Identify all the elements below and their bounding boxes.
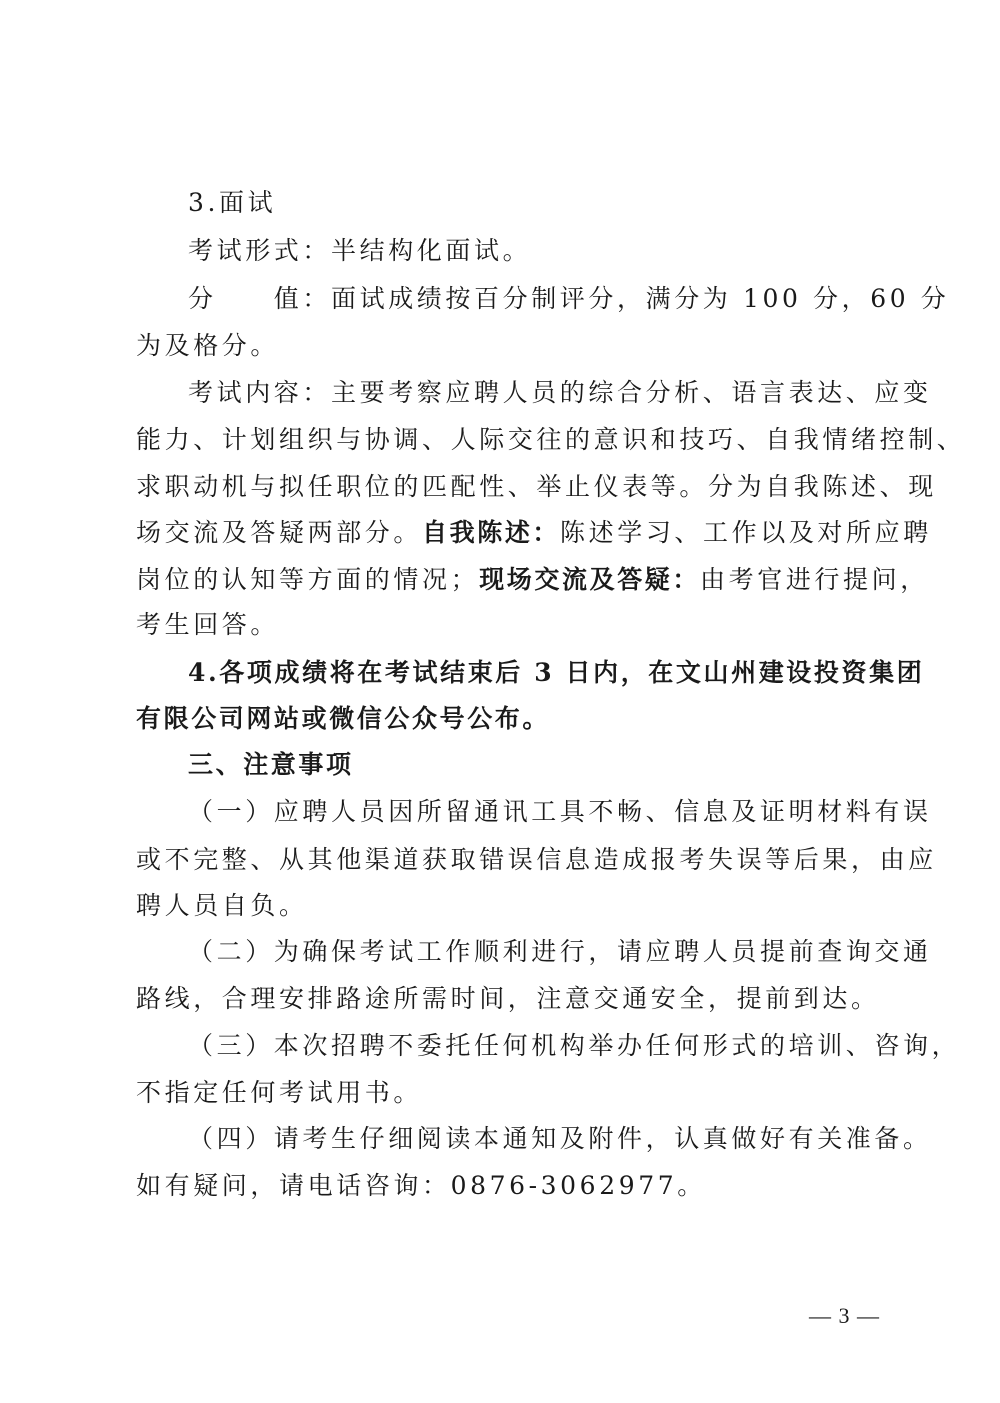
interview-content-line-2: 能力、计划组织与协调、人际交往的意识和技巧、自我情绪控制、 (136, 425, 966, 454)
results-line-1: 4.各项成绩将在考试结束后 3 日内，在文山州建设投资集团 (188, 658, 925, 687)
content-line-5-part-a: 岗位的认知等方面的情况； (136, 565, 480, 594)
results-line-2: 有限公司网站或微信公众号公布。 (136, 704, 551, 733)
interview-content-line-1: 考试内容：主要考察应聘人员的综合分析、语言表达、应变 (188, 378, 932, 407)
notes-item-3-line-2: 不指定任何考试用书。 (136, 1078, 423, 1107)
notes-item-1-line-2: 或不完整、从其他渠道获取错误信息造成报考失误等后果，由应 (136, 845, 937, 874)
notes-heading: 三、注意事项 (188, 750, 354, 779)
qa-label: 现场交流及答疑： (479, 565, 701, 594)
interview-content-line-3: 求职动机与拟任职位的匹配性、举止仪表等。分为自我陈述、现 (136, 472, 937, 501)
notes-item-2-line-2: 路线，合理安排路途所需时间，注意交通安全，提前到达。 (136, 984, 880, 1013)
interview-content-line-4 (136, 518, 932, 548)
notes-item-3-line-1: （三）本次招聘不委托任何机构举办任何形式的培训、咨询， (188, 1031, 961, 1060)
content-line-4-part-a: 场交流及答疑两部分。 (136, 518, 423, 547)
interview-content-line-6: 考生回答。 (136, 610, 280, 639)
interview-heading: 3.面试 (188, 188, 277, 217)
notes-item-4-line-1: （四）请考生仔细阅读本通知及附件，认真做好有关准备。 (188, 1124, 932, 1153)
page-number: — 3 — (809, 1303, 880, 1328)
notes-item-4-line-2: 如有疑问，请电话咨询：0876-3062977。 (136, 1171, 706, 1200)
self-statement-label: 自我陈述： (422, 518, 561, 547)
interview-content-line-5 (136, 565, 929, 595)
notes-item-1-line-1: （一）应聘人员因所留通讯工具不畅、信息及证明材料有误 (188, 797, 932, 826)
notes-item-2-line-1: （二）为确保考试工作顺利进行，请应聘人员提前查询交通 (188, 937, 932, 966)
interview-exam-form: 考试形式：半结构化面试。 (188, 236, 532, 265)
content-line-5-part-c: 由考官进行提问， (700, 565, 929, 594)
interview-score-line-1: 分 值：面试成绩按百分制评分，满分为 100 分，60 分 (188, 284, 950, 313)
content-line-4-part-c: 陈述学习、工作以及对所应聘 (560, 518, 932, 547)
notes-item-1-line-3: 聘人员自负。 (136, 891, 308, 920)
interview-score-line-2: 为及格分。 (136, 331, 280, 360)
